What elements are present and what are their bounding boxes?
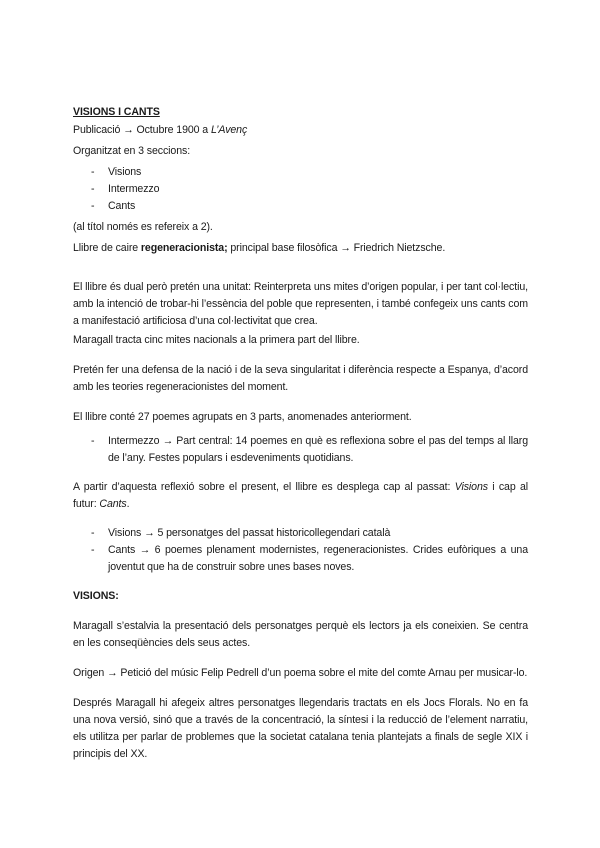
paragraph-dual: El llibre és dual però pretén una unitat: Reinterpreta uns mites d’origen popular, i per tant col·lectiu, amb la intenció de trobar-hi l’essència del poble que representen, i també confegeix uns cants com a manifestació artificiosa d’una col·lectivitat que crea.	[73, 281, 528, 327]
list-item: - Cants	[73, 198, 528, 215]
list-item: - Visions → 5 personatges del passat historicollegendari català	[73, 525, 528, 542]
llibre-before: Llibre de caire	[73, 242, 141, 254]
reflexio-cants: Cants	[99, 498, 127, 510]
document-body	[73, 104, 528, 763]
llibre-bold: regeneracionista;	[140, 242, 228, 254]
list-item: - Intermezzo → Part central: 14 poemes en què es reflexiona sobre el pas del temps al llarg de l’any. Festes populars i esdeveniments quotidians.	[73, 433, 528, 467]
organized-line: Organitzat en 3 seccions:	[73, 145, 191, 157]
paragraph-poemes: El llibre conté 27 poemes agrupats en 3 parts, anomenades anteriorment.	[73, 411, 412, 423]
paragraph-defensa: Pretén fer una defensa de la nació i de la seva singularitat i diferència respecte a Espanya, d’acord amb les teories regeneracionistes del moment.	[73, 364, 528, 393]
intermezzo-list	[73, 433, 528, 467]
publication-label: Publicació → Octubre 1900 a	[73, 124, 211, 136]
llibre-after: principal base filosòfica → Friedrich Nietzsche.	[227, 242, 446, 254]
reflexio-end: .	[126, 498, 130, 510]
paragraph-cinc-mites: Maragall tracta cinc mites nacionals a la primera part del llibre.	[73, 334, 360, 346]
paragraph-estalvia: Maragall s’estalvia la presentació dels personatges perquè els lectors ja els coneixien. Se centra en les conseqüències dels seus actes.	[73, 620, 528, 649]
paragraph-origen: Origen → Petició del músic Felip Pedrell d’un poema sobre el mite del comte Arnau per musicar-lo.	[73, 667, 528, 679]
list-item: - Intermezzo	[73, 181, 528, 198]
reflexio-before: A partir d’aquesta reflexió sobre el present, el llibre es desplega cap al passat:	[73, 481, 455, 493]
sections-list	[73, 164, 528, 215]
title-note: (al títol només es refereix a 2).	[73, 221, 213, 233]
publication-line	[73, 122, 528, 139]
paragraph-reflexio	[73, 479, 528, 513]
document-title: VISIONS I CANTS	[73, 106, 160, 118]
reflexio-middle: i cap al futur:	[73, 481, 529, 510]
journal-name: L’Avenç	[210, 124, 248, 136]
paragraph-despres: Després Maragall hi afegeix altres personatges llegendaris tractats en els Jocs Florals. No en fa una nova versió, sinó que a través de la concentració, la síntesi i la reducció de l’element narratiu, els utilitza per parlar de problemes que la societat catalana tenia plantejats a finals de segle XIX i principis del XX.	[73, 697, 528, 760]
parts-list	[73, 525, 528, 576]
visions-heading: VISIONS:	[73, 590, 119, 602]
llibre-line	[73, 240, 528, 257]
list-item: - Visions	[73, 164, 528, 181]
list-item: - Cants → 6 poemes plenament modernistes, regeneracionistes. Crides eufòriques a una joventut que ha de construir sobre unes bases noves.	[73, 542, 528, 576]
reflexio-visions: Visions	[454, 481, 488, 493]
